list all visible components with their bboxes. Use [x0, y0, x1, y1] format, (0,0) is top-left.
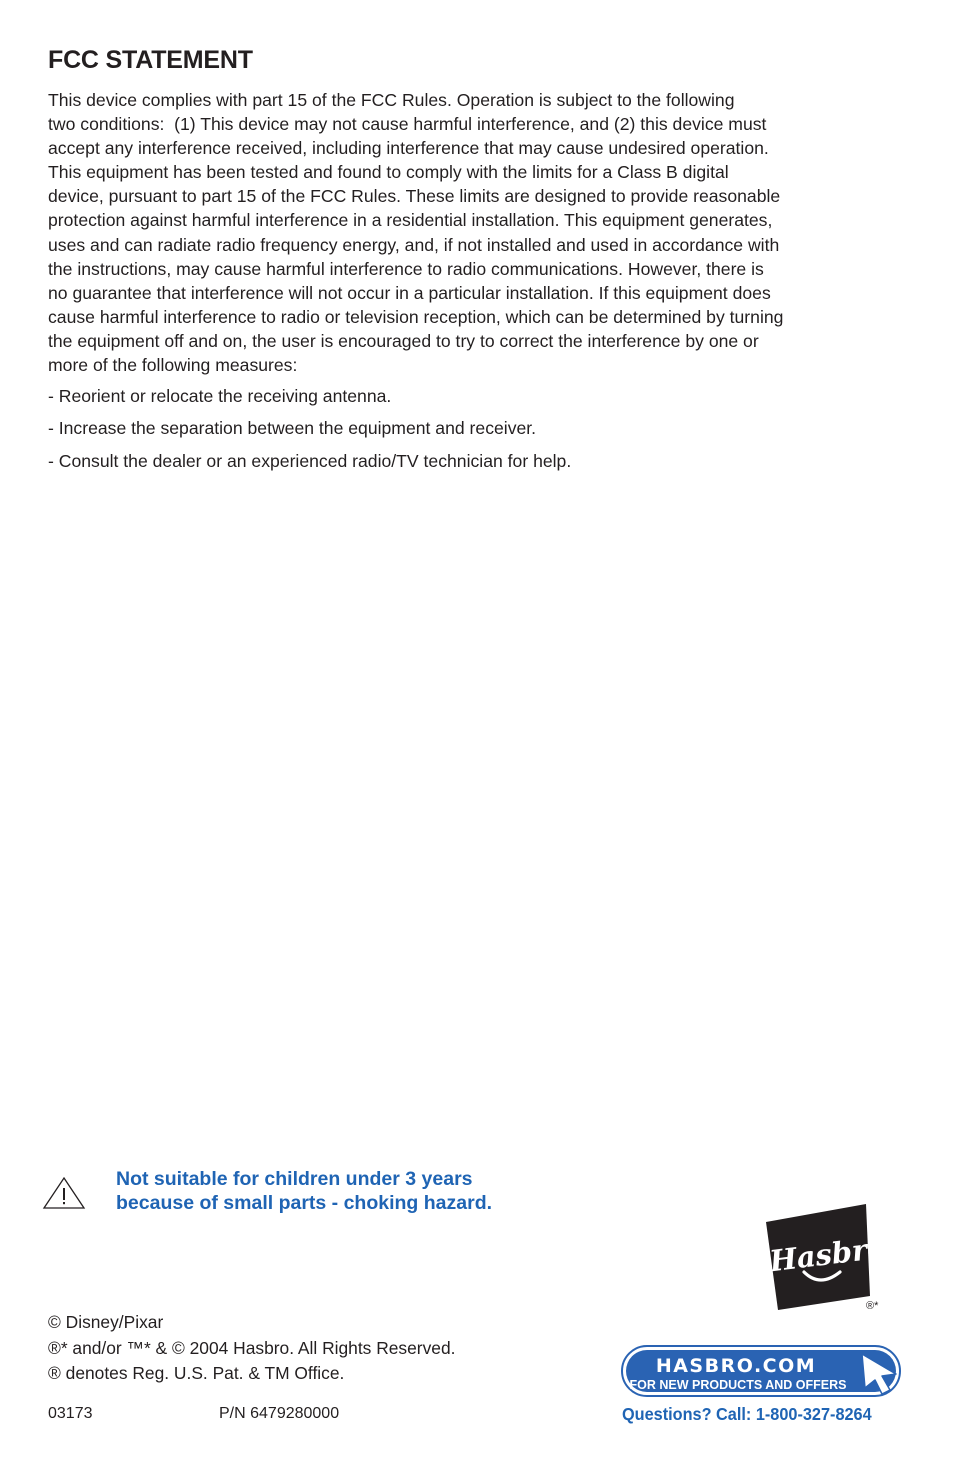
paragraph-line: the equipment off and on, the user is encouraged to try to correct the interference by one or — [48, 330, 759, 351]
part-number: P/N 6479280000 — [219, 1405, 340, 1422]
fcc-paragraph — [48, 88, 918, 377]
paragraph-line: cause harmful interference to radio or television reception, which can be determined by turning — [48, 306, 784, 327]
hasbro-logo — [764, 1204, 892, 1314]
item-number: 03173 — [48, 1405, 93, 1422]
warning-line: Not suitable for children under 3 years — [116, 1168, 473, 1190]
paragraph-line: protection against harmful interference in a residential installation. This equipment generates, — [48, 210, 773, 231]
website-tagline: FOR NEW PRODUCTS AND OFFERS — [629, 1378, 847, 1392]
page-title: FCC STATEMENT — [48, 46, 253, 74]
website-url: HASBRO.COM — [655, 1355, 817, 1377]
measure-item: - Reorient or relocate the receiving antenna. — [48, 386, 392, 406]
copyright-line: ® denotes Reg. U.S. Pat. & TM Office. — [48, 1363, 345, 1383]
warning-line: because of small parts - choking hazard. — [116, 1192, 493, 1214]
paragraph-line: the instructions, may cause harmful interference to radio communications. However, there is — [48, 258, 764, 279]
measure-item: - Increase the separation between the equipment and receiver. — [48, 418, 537, 438]
measure-item: - Consult the dealer or an experienced radio/TV technician for help. — [48, 451, 572, 471]
warning-triangle-icon — [42, 1176, 86, 1210]
paragraph-line: uses and can radiate radio frequency energy, and, if not installed and used in accordance with — [48, 234, 780, 255]
paragraph-line: This equipment has been tested and found to comply with the limits for a Class B digital — [48, 162, 729, 183]
hasbro-com-badge[interactable] — [620, 1344, 904, 1400]
copyright-block — [48, 1310, 455, 1387]
paragraph-line: more of the following measures: — [48, 355, 298, 376]
copyright-line: ®* and/or ™* & © 2004 Hasbro. All Rights Reserved. — [48, 1337, 456, 1358]
paragraph-line: no guarantee that interference will not occur in a particular installation. If this equipment does — [48, 282, 771, 303]
copyright-line: © Disney/Pixar — [48, 1312, 164, 1332]
paragraph-line: device, pursuant to part 15 of the FCC Rules. These limits are designed to provide reasonable — [48, 186, 781, 207]
paragraph-line: two conditions: (1) This device may not cause harmful interference, and (2) this device must — [48, 114, 767, 135]
paragraph-line: accept any interference received, including interference that may cause undesired operation. — [48, 138, 769, 159]
paragraph-line: This device complies with part 15 of the FCC Rules. Operation is subject to the following — [48, 90, 735, 110]
questions-phone: Questions? Call: 1-800-327-8264 — [622, 1404, 872, 1424]
logo-wordmark: Hasbro — [767, 1230, 889, 1279]
choking-hazard-warning — [116, 1167, 492, 1215]
registered-mark: ®* — [866, 1300, 879, 1312]
